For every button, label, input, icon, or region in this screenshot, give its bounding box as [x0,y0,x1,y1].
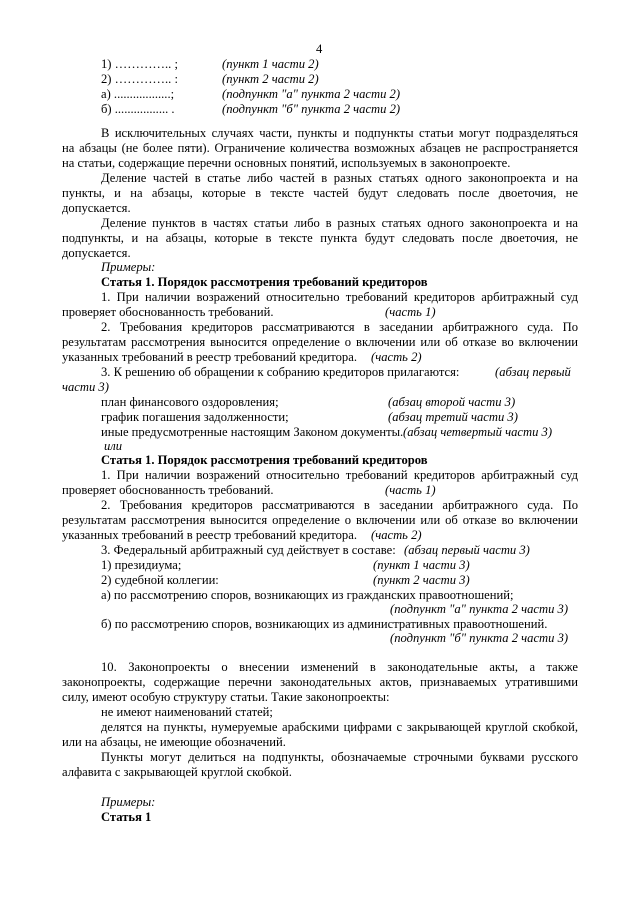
paragraph-line: а) по рассмотрению споров, возникающих из гражданских правоотношений; [101,588,514,602]
part-note: (часть 2) [371,528,422,542]
paragraph-line: 2. Требования кредиторов рассматриваются в заседании арбитражного суда. По [101,320,578,334]
paragraph-line: законопроекты, содержащие перечни законодательных актов, признаваемых утратившими [62,675,578,689]
paragraph-line: 10. Законопроекты о внесении изменений в законодательные акты, а также [101,660,578,674]
paragraph-line: Деление пунктов в частях статьи либо в разных статьях одного законопроекта и на [101,216,578,230]
part-note: (абзац четвертый части 3) [403,425,553,439]
paragraph-line: допускается. [62,246,131,260]
page-number: 4 [316,42,323,56]
list-item-note: (подпункт "а" пункта 2 части 2) [222,87,401,101]
list-item: 2) ………….. : [101,72,178,86]
paragraph-line: на статьи, содержащие перечни основных понятий, используемых в законопроекте. [62,156,511,170]
paragraph-line: силу, имеют особую структуру статьи. Такие законопроекты: [62,690,390,704]
list-item-note: (пункт 2 части 2) [222,72,319,86]
part-note: (часть 1) [385,305,436,319]
examples-label: Примеры: [101,260,156,274]
paragraph-line: делятся на пункты, нумеруемые арабскими цифрами с закрывающей круглой скобкой, [101,720,578,734]
part-note: (подпункт "б" пункта 2 части 3) [390,631,569,645]
paragraph-line: указанных требований в реестр требований кредитора. [62,528,357,542]
paragraph-line: пункты, и на абзацы, которые в тексте частей будут следовать после двоеточия, не [62,186,578,200]
part-note: (часть 2) [371,350,422,364]
list-item: а) ..................; [101,87,175,101]
list-item: б) ................. . [101,102,175,116]
part-note: (абзац первый [495,365,571,379]
paragraph-line: В исключительных случаях части, пункты и подпункты статьи могут подразделяться [101,126,578,140]
paragraph-line: проверяет обоснованность требований. [62,305,274,319]
or-label: или [104,439,123,453]
list-item-note: (подпункт "б" пункта 2 части 2) [222,102,401,116]
part-note: (абзац третий части 3) [388,410,518,424]
paragraph-line: иные предусмотренные настоящим Законом документы. [101,425,404,439]
paragraph-line: 1. При наличии возражений относительно требований кредиторов арбитражный суд [101,290,578,304]
paragraph-line: указанных требований в реестр требований кредитора. [62,350,357,364]
paragraph-line: на абзацы (не более пяти). Ограничение количества возможных абзацев не распространяется [62,141,578,155]
list-item: 1) ………….. ; [101,57,178,71]
paragraph-line: 1) президиума; [101,558,182,572]
article-title: Статья 1. Порядок рассмотрения требований кредиторов [101,453,428,467]
part-note: части 3) [62,380,109,394]
part-note: (часть 1) [385,483,436,497]
article-title: Статья 1. Порядок рассмотрения требований кредиторов [101,275,428,289]
paragraph-line: подпункты, и на абзацы, которые в тексте пункта будут следовать после двоеточия, не [62,231,578,245]
part-note: (абзац второй части 3) [388,395,516,409]
part-note: (подпункт "а" пункта 2 части 3) [390,602,569,616]
paragraph-line: не имеют наименований статей; [101,705,273,719]
article-title: Статья 1 [101,810,152,824]
paragraph-line: алфавита с закрывающей круглой скобкой. [62,765,292,779]
part-note: (пункт 1 части 3) [373,558,470,572]
paragraph-line: 1. При наличии возражений относительно требований кредиторов арбитражный суд [101,468,578,482]
paragraph-line: результатам рассмотрения выносится определение о включении или об отказе во включении [62,513,578,527]
paragraph-line: допускается. [62,201,131,215]
paragraph-line: 3. Федеральный арбитражный суд действует в составе: [101,543,396,557]
examples-label: Примеры: [101,795,156,809]
paragraph-line: или на абзацы, не имеющие обозначений. [62,735,286,749]
part-note: (пункт 2 части 3) [373,573,470,587]
paragraph-line: 2) судебной коллегии: [101,573,219,587]
paragraph-line: результатам рассмотрения выносится определение о включении или об отказе во включении [62,335,578,349]
paragraph-line: 2. Требования кредиторов рассматриваются в заседании арбитражного суда. По [101,498,578,512]
paragraph-line: проверяет обоснованность требований. [62,483,274,497]
paragraph-line: Пункты могут делиться на подпункты, обозначаемые строчными буквами русского [101,750,578,764]
paragraph-line: 3. К решению об обращении к собранию кредиторов прилагаются: [101,365,460,379]
part-note: (абзац первый части 3) [404,543,530,557]
paragraph-line: Деление частей в статье либо частей в разных статьях одного законопроекта и на [101,171,578,185]
list-item-note: (пункт 1 части 2) [222,57,319,71]
paragraph-line: график погашения задолженности; [101,410,289,424]
paragraph-line: б) по рассмотрению споров, возникающих из административных правоотношений. [101,617,548,631]
paragraph-line: план финансового оздоровления; [101,395,279,409]
